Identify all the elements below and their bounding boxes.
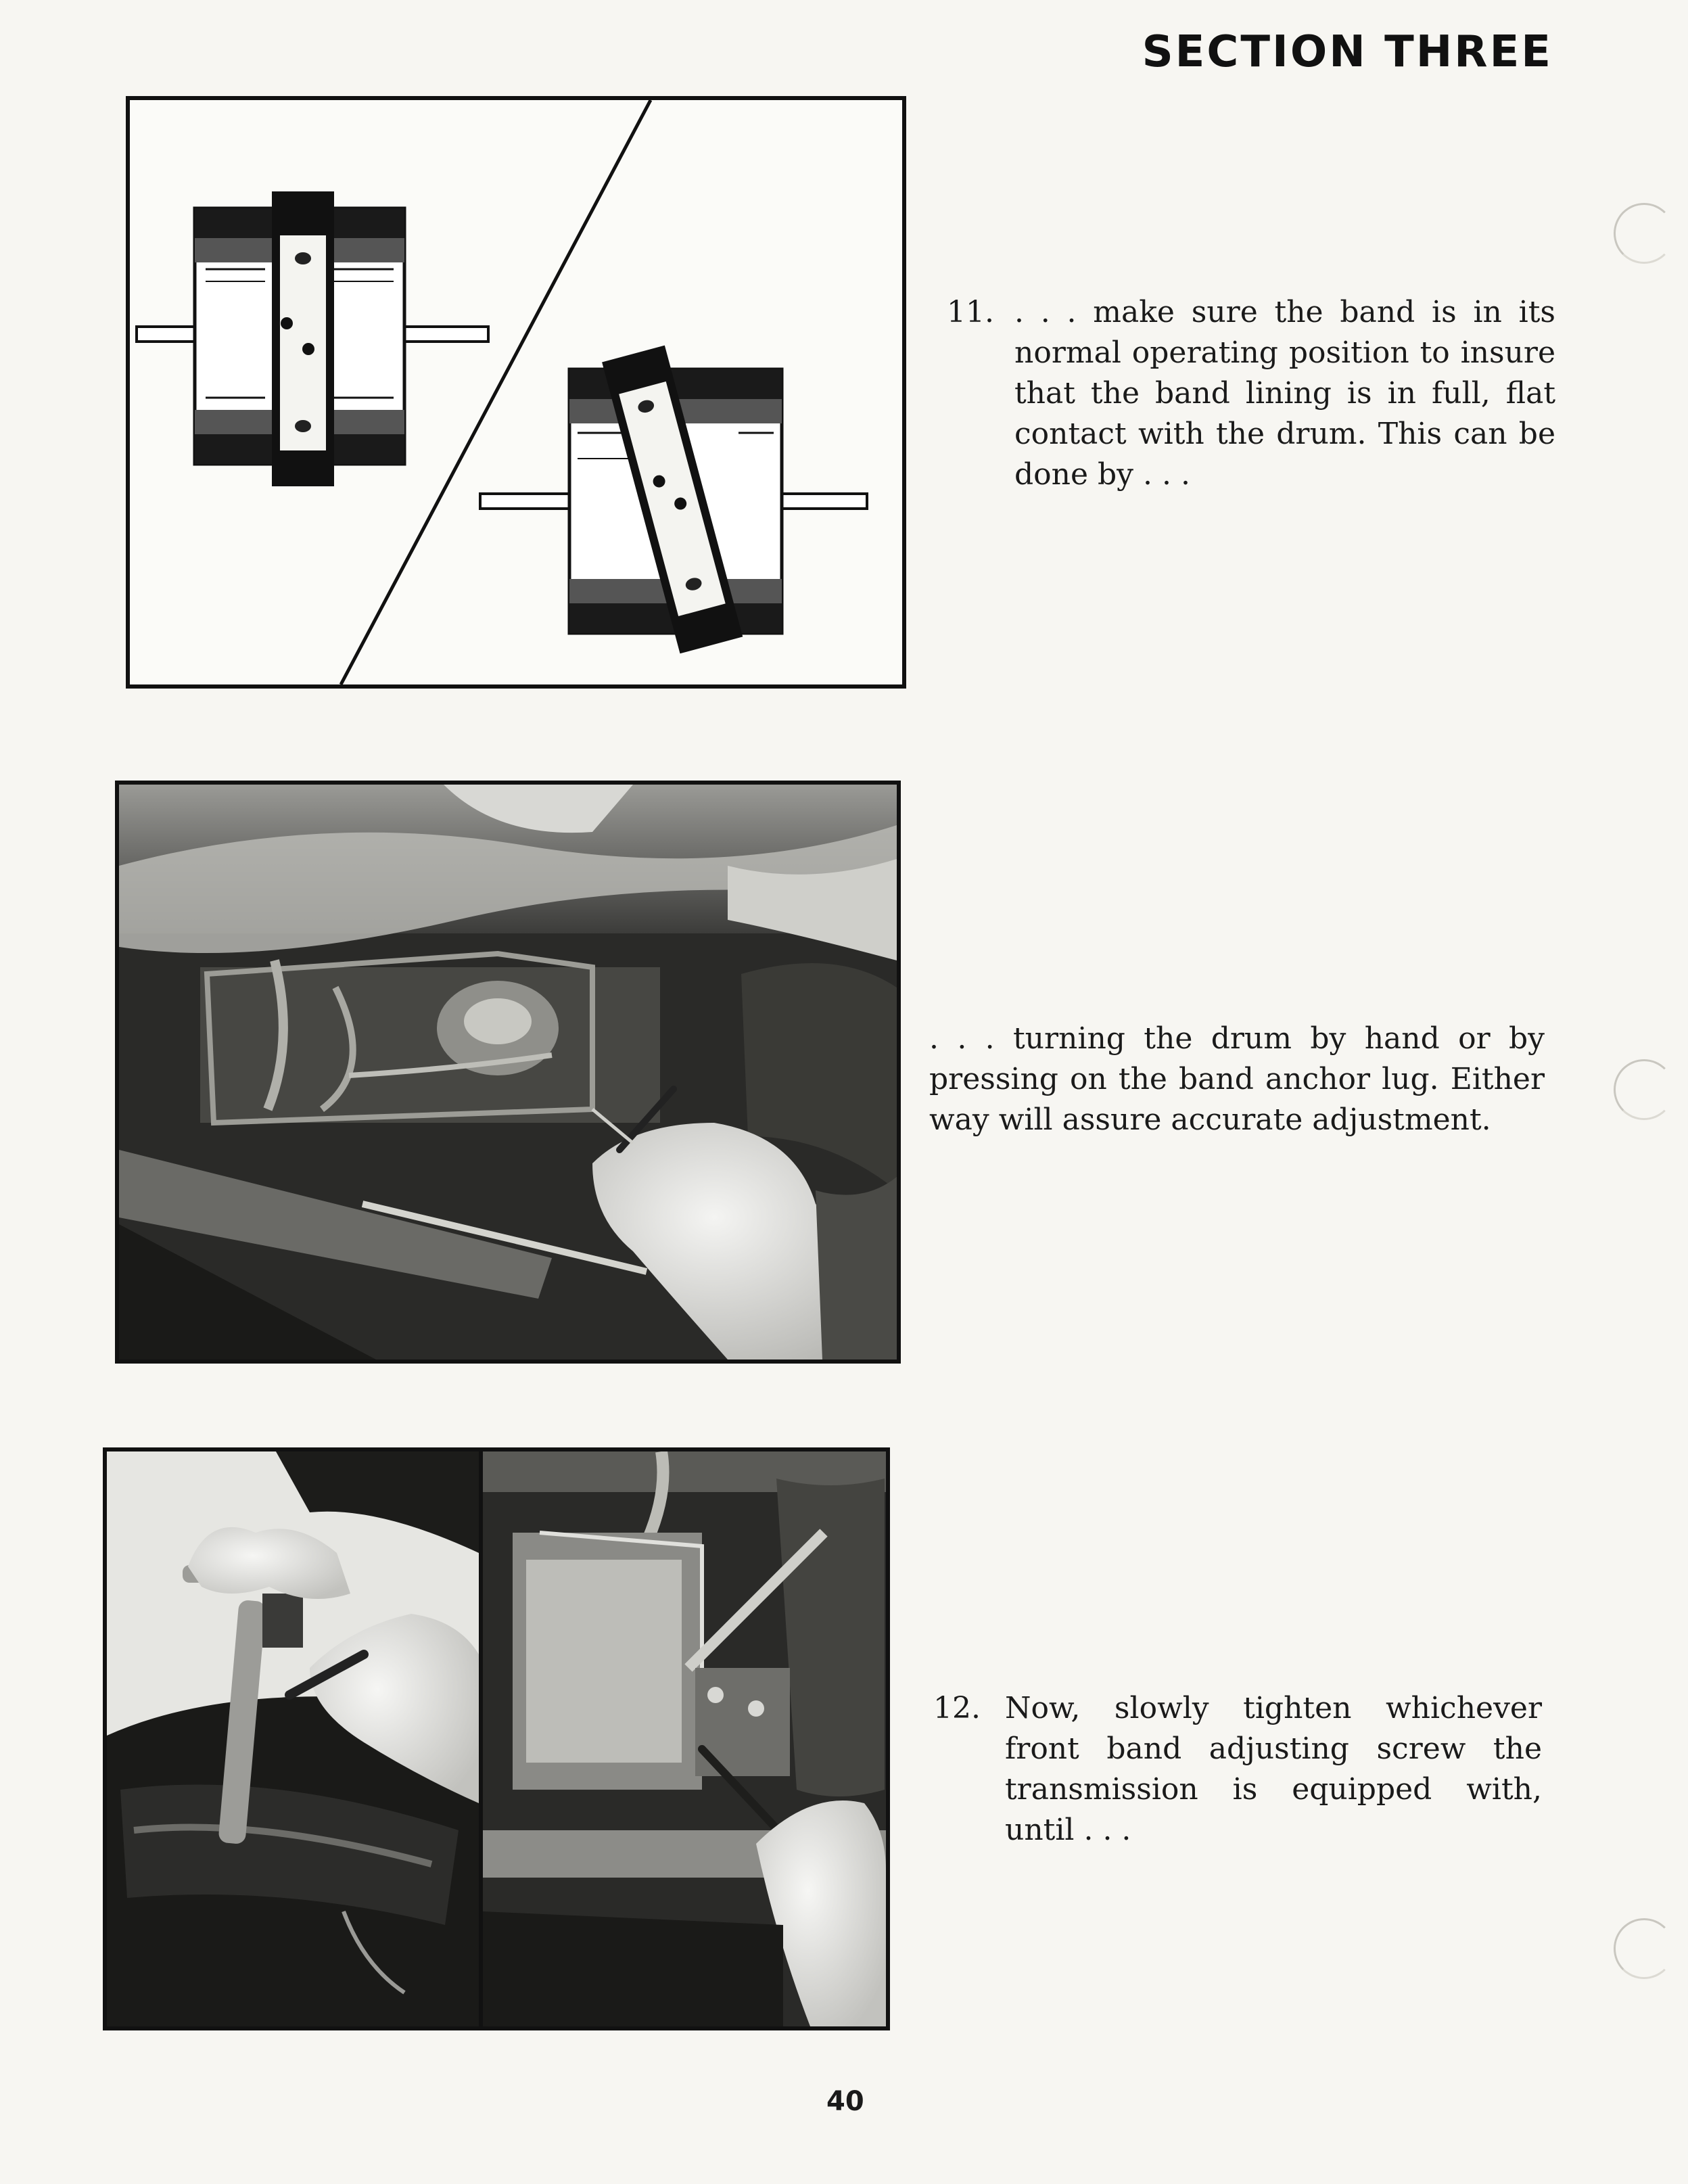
step-12-caption bbox=[933, 1688, 1542, 1851]
page-number: 40 bbox=[826, 2086, 864, 2117]
turning-drum-text: . . . turning the drum by hand or by pressing on the band anchor lug. Either way will assure accurate adjustment. bbox=[929, 1021, 1545, 1137]
band-alignment-diagram bbox=[126, 96, 906, 689]
turning-drum-caption bbox=[929, 1019, 1545, 1140]
photo-tightening-screw bbox=[103, 1447, 890, 2030]
binder-hole-top bbox=[1614, 203, 1674, 264]
step-11-number: 11. bbox=[947, 295, 994, 329]
photo-turning-drum-image bbox=[119, 785, 897, 1360]
drum-aligned bbox=[137, 191, 488, 486]
step-12-number: 12. bbox=[933, 1691, 981, 1725]
step-11-text: . . . make sure the band is in its normal operating position to insure that the band lining is in full, flat contact with the drum. This can be done by . . . bbox=[1014, 295, 1555, 492]
binder-hole-middle bbox=[1614, 1059, 1674, 1120]
section-title: SECTION THREE bbox=[1142, 27, 1553, 77]
photo-tightening-screw-image bbox=[107, 1451, 886, 2026]
step-11-caption bbox=[947, 292, 1555, 495]
photo-turning-drum bbox=[115, 781, 901, 1364]
step-12-text: Now, slowly tighten whichever front band adjusting screw the transmission is equipped with, until . . . bbox=[1005, 1691, 1542, 1847]
band-alignment-drawing bbox=[130, 100, 902, 684]
binder-hole-bottom bbox=[1614, 1918, 1674, 1979]
drum-cocked bbox=[480, 346, 867, 654]
